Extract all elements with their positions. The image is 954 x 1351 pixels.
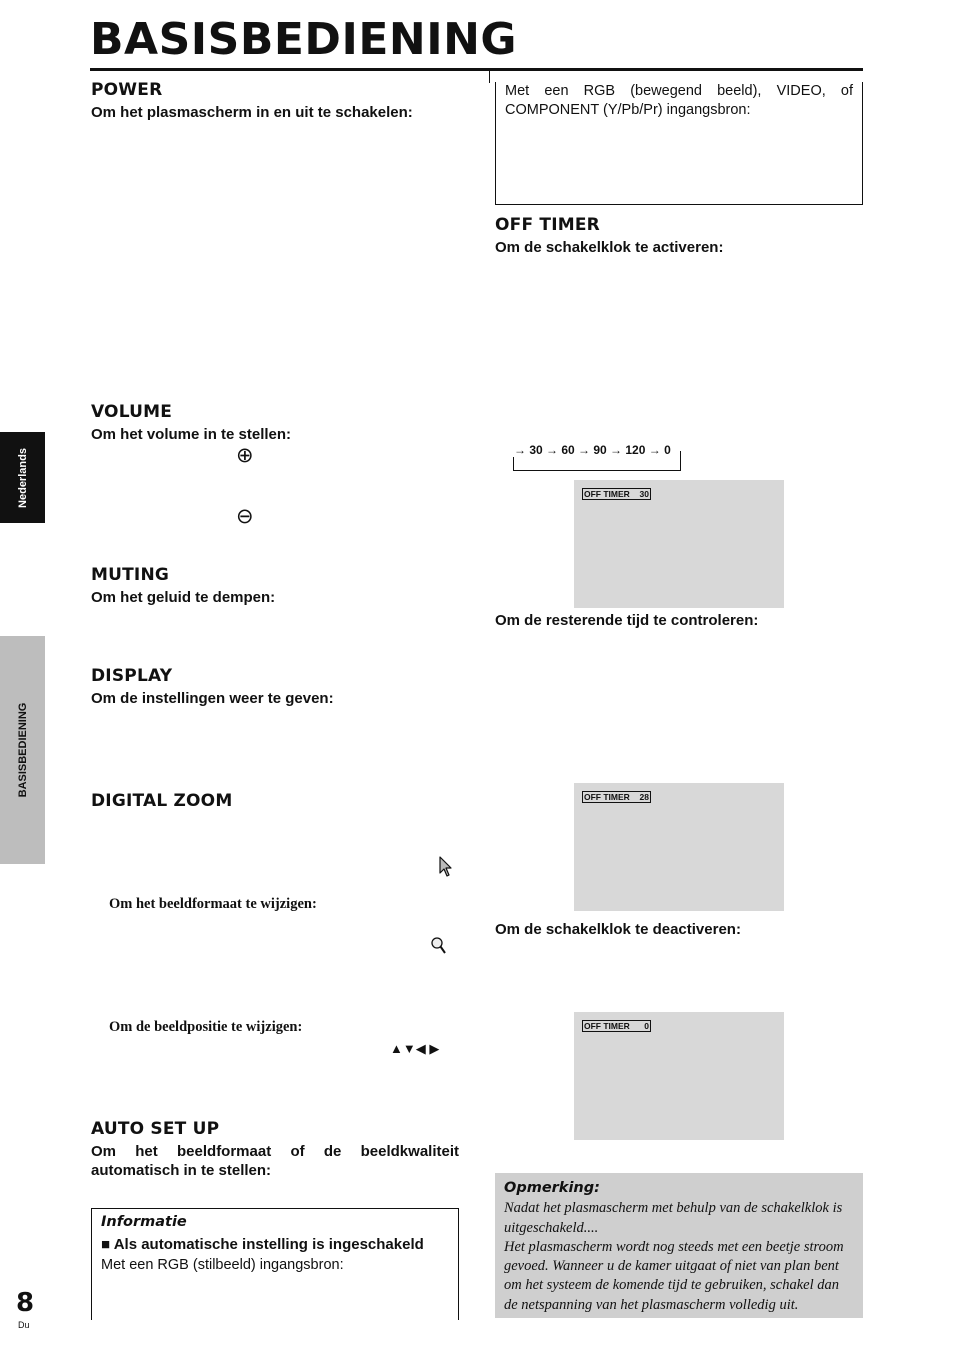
osd-label-1: OFF TIMER bbox=[584, 489, 630, 499]
magnifier-icon bbox=[430, 936, 448, 956]
remark-line-2: Het plasmascherm wordt nog steeds met een beetje stroom gevoed. Wanneer u de kamer uitgaat of niet van plan bent om het systeem de komende tijd te gebruiken, schakel dan de netspanning van het plasmascherm volledig uit. bbox=[504, 1238, 844, 1313]
power-subheading: Om het plasmascherm in en uit te schakelen: bbox=[91, 104, 413, 121]
square-bullet-icon: ■ bbox=[101, 1236, 111, 1253]
column-divider bbox=[489, 71, 490, 83]
info-box bbox=[91, 1208, 459, 1320]
language-tab-label: Nederlands bbox=[16, 447, 29, 508]
page-language-code: Du bbox=[18, 1320, 30, 1330]
language-tab bbox=[0, 432, 45, 523]
info-title: Informatie bbox=[101, 1214, 187, 1230]
osd-screen-3 bbox=[574, 1012, 784, 1140]
volume-section bbox=[91, 402, 461, 444]
offtimer-heading: OFF TIMER bbox=[495, 215, 600, 235]
zoom-change-position: Om de beeldpositie te wijzigen: bbox=[109, 1019, 303, 1035]
info-text: Met een RGB (stilbeeld) ingangsbron: bbox=[101, 1257, 344, 1273]
zoom-section bbox=[91, 791, 461, 811]
osd-tag-3 bbox=[582, 1020, 651, 1032]
arrow-keys-icon: ▲▼◀ ▶ bbox=[390, 1041, 440, 1056]
chapter-tab-label: BASISBEDIENING bbox=[16, 702, 29, 798]
offtimer-section bbox=[495, 215, 863, 257]
osd-label-3: OFF TIMER bbox=[584, 1021, 630, 1031]
remark-title: Opmerking: bbox=[504, 1180, 600, 1196]
osd-screen-2 bbox=[574, 783, 784, 911]
offtimer-check-heading: Om de resterende tijd te controleren: bbox=[495, 612, 759, 629]
muting-heading: MUTING bbox=[91, 565, 170, 585]
muting-section bbox=[91, 565, 461, 607]
timer-cycle: → 30 → 60 → 90 → 120 → 0 bbox=[514, 443, 671, 457]
info-item bbox=[101, 1235, 449, 1254]
power-section bbox=[91, 80, 461, 122]
remark-line-1: Nadat het plasmascherm met behulp van de schakelklok is uitgeschakeld.... bbox=[504, 1200, 843, 1236]
osd-screen-1 bbox=[574, 480, 784, 608]
volume-subheading: Om het volume in te stellen: bbox=[91, 426, 292, 443]
autosetup-section bbox=[91, 1119, 459, 1180]
input-source-box bbox=[495, 82, 863, 205]
volume-heading: VOLUME bbox=[91, 402, 173, 422]
input-source-text: Met een RGB (bewegend beeld), VIDEO, of COMPONENT (Y/Pb/Pr) ingangsbron: bbox=[505, 83, 853, 118]
autosetup-subheading: Om het beeldformaat of de beeldkwaliteit automatisch in te stellen: bbox=[91, 1143, 459, 1179]
remark-box bbox=[495, 1173, 863, 1318]
page-number: 8 bbox=[16, 1288, 35, 1318]
osd-label-2: OFF TIMER bbox=[584, 792, 630, 802]
volume-up-icon: ⊕ bbox=[236, 444, 254, 467]
offtimer-deactivate-heading: Om de schakelklok te deactiveren: bbox=[495, 921, 741, 938]
zoom-change-format: Om het beeldformaat te wijzigen: bbox=[109, 896, 317, 912]
muting-subheading: Om het geluid te dempen: bbox=[91, 589, 276, 606]
osd-value-1: 30 bbox=[639, 489, 649, 499]
offtimer-subheading: Om de schakelklok te activeren: bbox=[495, 239, 724, 256]
osd-value-3: 0 bbox=[644, 1021, 649, 1031]
osd-tag-1 bbox=[582, 488, 651, 500]
page-title: BASISBEDIENING bbox=[90, 14, 518, 65]
title-rule bbox=[90, 68, 863, 71]
cursor-arrow-icon bbox=[438, 856, 454, 878]
chapter-tab bbox=[0, 636, 45, 864]
info-item-text: Als automatische instelling is ingeschakeld bbox=[113, 1236, 424, 1253]
osd-tag-2 bbox=[582, 791, 651, 803]
volume-down-icon: ⊖ bbox=[236, 505, 254, 528]
display-heading: DISPLAY bbox=[91, 666, 173, 686]
zoom-heading: DIGITAL ZOOM bbox=[91, 791, 233, 811]
autosetup-heading: AUTO SET UP bbox=[91, 1119, 220, 1139]
display-section bbox=[91, 666, 461, 708]
power-heading: POWER bbox=[91, 80, 163, 100]
osd-value-2: 28 bbox=[639, 792, 649, 802]
display-subheading: Om de instellingen weer te geven: bbox=[91, 690, 334, 707]
